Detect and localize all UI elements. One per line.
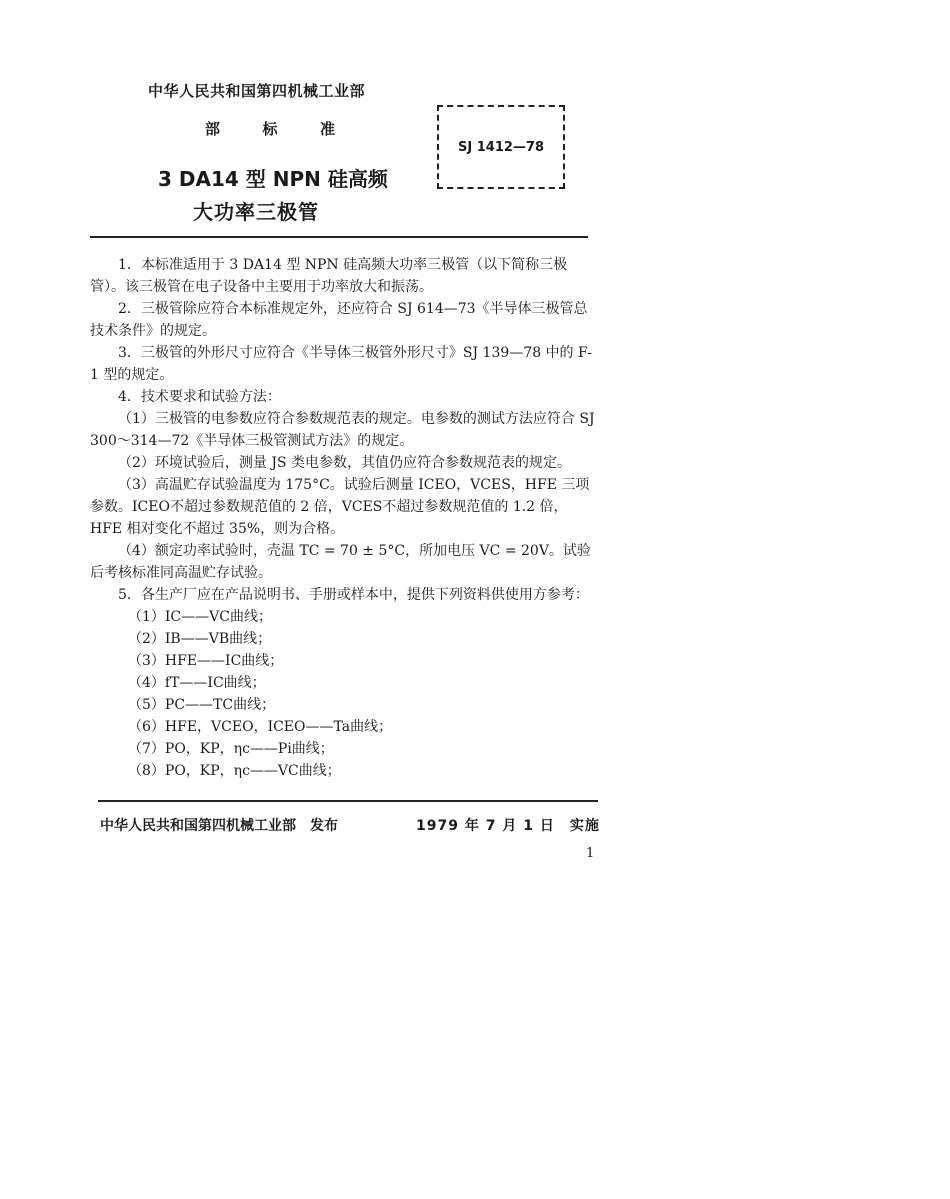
- paragraph: 1．本标准适用于 3 DA14 型 NPN 硅高频大功率三极管（以下简称三极管）。该三极管在电子设备中主要用于功率放大和振荡。: [90, 257, 568, 295]
- curve-item: （5）PC——TC曲线；: [128, 697, 276, 713]
- issuing-ministry: 中华人民共和国第四机械工业部: [148, 82, 366, 100]
- curve-item: （7）PO，KP，ηc——Pi曲线；: [128, 741, 334, 757]
- paragraph: （4）额定功率试验时，壳温 TC = 70 ± 5°C，所加电压 VC = 20V。试验后考核标准同高温贮存试验。: [90, 543, 591, 581]
- document-body: [90, 254, 595, 782]
- footer-issuer: 中华人民共和国第四机械工业部 发布: [100, 818, 338, 834]
- curve-item: （2）IB——VB曲线；: [128, 631, 272, 647]
- paragraph: 2．三极管除应符合本标准规定外，还应符合 SJ 614—73《半导体三极管总技术条件》的规定。: [90, 301, 588, 339]
- paragraph: （1）三极管的电参数应符合参数规范表的规定。电参数的测试方法应符合 SJ 300～314—72《半导体三极管测试方法》的规定。: [90, 411, 595, 449]
- footer-divider: [98, 800, 598, 802]
- paragraph: （2）环境试验后，测量 JS 类电参数，其值仍应符合参数规范表的规定。: [118, 455, 572, 471]
- document-title-line1: 3 DA14 型 NPN 硅高频: [158, 167, 388, 191]
- footer-date: 1979 年 7 月 1 日 实施: [416, 818, 600, 834]
- standard-code-box: [437, 105, 565, 189]
- page-number: 1: [586, 846, 595, 861]
- standard-code: SJ 1412—78: [458, 139, 544, 155]
- standard-label: [205, 118, 335, 139]
- paragraph: （3）高温贮存试验温度为 175°C。试验后测量 ICEO，VCES，HFE 三项参数。ICEO不超过参数规范值的 2 倍，VCES不超过参数规范值的 1.2 倍，HFE 相对变化不超过 35%，则为合格。: [90, 477, 590, 537]
- paragraph: 3．三极管的外形尺寸应符合《半导体三极管外形尺寸》SJ 139—78 中的 F-1 型的规定。: [90, 345, 592, 383]
- paragraph: 5．各生产厂应在产品说明书、手册或样本中，提供下列资料供使用方参考：: [118, 587, 589, 603]
- standard-label-char: 准: [319, 120, 335, 138]
- curve-item: （1）IC——VC曲线；: [128, 609, 272, 625]
- standard-label-char: 部: [205, 120, 221, 138]
- document-title-line2: 大功率三极管: [193, 200, 319, 224]
- header-divider: [90, 236, 588, 238]
- curve-item: （3）HFE——IC曲线；: [128, 653, 284, 669]
- curve-item: （4）fT——IC曲线；: [128, 675, 266, 691]
- curve-item: （8）PO，KP，ηc——VC曲线；: [128, 763, 341, 779]
- standard-label-char: 标: [262, 120, 278, 138]
- paragraph: 4．技术要求和试验方法：: [118, 389, 281, 405]
- curve-item: （6）HFE，VCEO，ICEO——Ta曲线；: [128, 719, 393, 735]
